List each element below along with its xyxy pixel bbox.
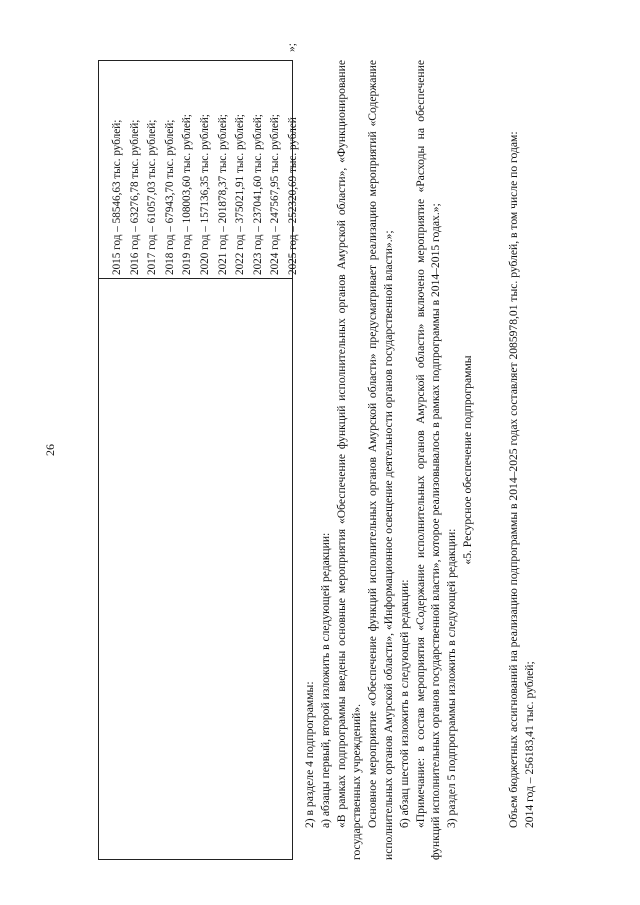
table-values (99, 61, 303, 279)
table-row: 2019 год – 108003,60 тыс. рублей; (181, 114, 194, 275)
table-row: 2018 год – 67943,70 тыс. рублей; (163, 119, 176, 275)
table-row: 2025 год – 252320,69 тыс. рублей (286, 117, 299, 275)
table-row: 2020 год – 157136,35 тыс. рублей; (198, 114, 211, 275)
funding-table (98, 60, 299, 860)
table-row: 2022 год – 375021,91 тыс. рублей; (234, 114, 247, 275)
body-text (302, 60, 537, 860)
table-closing-quote: »; (286, 43, 298, 52)
table-row: 2016 год – 63276,78 тыс. рублей; (128, 119, 141, 275)
table-row: 2024 год – 247567,95 тыс. рублей; (269, 114, 282, 275)
paragraph: 3) раздел 5 подпрограммы изложить в следующей редакции: (445, 528, 459, 828)
paragraph: Основное мероприятие «Обеспечение функций исполнительных органов Амурской области» предусматривает реализацию мероприятий «Содержание исполнительных органов Амурской области», «Информационное освещение деятельности органов государственной власти».»; (366, 60, 395, 860)
paragraph: б) абзац шестой изложить в следующей редакции: (397, 579, 411, 828)
table-row: 2021 год – 201878,37 тыс. рублей; (216, 114, 229, 275)
page-number: 26 (43, 444, 57, 456)
paragraph: «В рамках подпрограммы введены основные мероприятия «Обеспечение функций исполнительных органов Амурской области», «Функционирование государственных учреждений». (334, 60, 364, 860)
paragraph: 2) в разделе 4 подпрограммы: (303, 681, 316, 828)
table-left-cell (99, 278, 292, 859)
paragraph: «Примечание: в состав мероприятия «Содержание исполнительных органов Амурской области» включено мероприятие «Расходы на обеспечение функций исполнительных органов государственной власти», которое реализовывалось в рамках подпрограммы в 2014–2015 годах.»; (413, 60, 443, 860)
paragraph: 2014 год – 256183,41 тыс. рублей; (522, 661, 536, 828)
table-row: 2015 год – 58546,63 тыс. рублей; (111, 119, 123, 275)
rotated-page-content (98, 43, 618, 860)
section-heading: «5. Ресурсное обеспечение подпрограммы (460, 355, 474, 565)
paragraph: а) абзацы первый, второй изложить в следующей редакции: (318, 532, 332, 828)
table-row: 2017 год – 61057,03 тыс. рублей; (146, 119, 159, 275)
table-row: 2023 год – 237041,60 тыс. рублей; (251, 114, 264, 275)
paragraph: Объем бюджетных ассигнований на реализацию подпрограммы в 2014–2025 годах составляет 2085978,01 тыс. рублей, в том числе по годам: (506, 131, 520, 828)
table-right-cell (99, 61, 299, 279)
